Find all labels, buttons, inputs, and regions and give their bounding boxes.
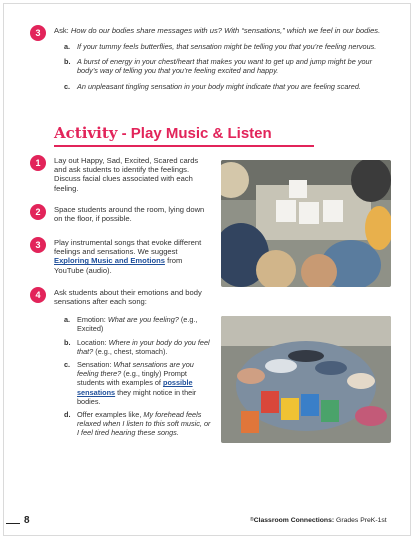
photo-students-lying-image	[221, 316, 391, 443]
registered-mark: ®	[250, 517, 254, 523]
intro-lead: Ask:	[54, 26, 71, 35]
item-question: Where in your body do you feel that?	[77, 338, 210, 357]
list-item	[64, 57, 392, 77]
step-text	[54, 238, 212, 275]
section-intro	[54, 26, 394, 35]
activity-title-word: Activity	[54, 124, 118, 142]
list-item	[64, 338, 212, 358]
list-item	[64, 360, 212, 404]
photo-students-with-cards-image	[221, 160, 391, 287]
footer-grades: Grades PreK-1st	[334, 517, 387, 524]
item-text: An unpleasant tingling sensation in your body might indicate that you are feeling scared.	[77, 82, 361, 91]
item-letter: a.	[64, 42, 71, 51]
item-letter: c.	[64, 360, 71, 369]
step-number-badge: 2	[30, 204, 46, 220]
step-text-part: from YouTube (audio).	[54, 256, 183, 275]
photo-students-lying	[221, 316, 391, 443]
item-letter: d.	[64, 410, 71, 419]
item-text: A burst of energy in your chest/heart that makes you want to get up and jump might be your body’s way of telling you that you’re feeling excited and happy.	[77, 57, 373, 76]
item-label: Emotion:	[77, 315, 108, 324]
exploring-music-link[interactable]: Exploring Music and Emotions	[54, 256, 165, 266]
item-text: If your tummy feels butterflies, that sensation might be telling you that you’re feeling nervous.	[77, 42, 377, 51]
item-question: What are you feeling?	[107, 315, 179, 324]
item-label: Offer examples like,	[77, 410, 144, 419]
item-letter: b.	[64, 57, 71, 66]
step-text: Lay out Happy, Sad, Excited, Scared cards and ask students to identify the feelings. Discuss facial clues associated with each feeling.	[54, 156, 199, 193]
item-label: Sensation:	[77, 360, 114, 369]
possible-sensations-link[interactable]: possible sensations	[77, 378, 193, 397]
footer-brand-name: Classroom Connections:	[253, 517, 335, 524]
step-text: Space students around the room, lying down on the floor, if possible.	[54, 205, 205, 224]
footer-brand	[250, 517, 387, 524]
intro-question: How do our bodies share messages with us? With “sensations,” which we feel in our bodies.	[70, 26, 381, 35]
page-number: 8	[24, 515, 30, 526]
step-number-badge: 3	[30, 237, 46, 253]
step-text-part: Play instrumental songs that evoke different feelings and sensations. We suggest	[54, 238, 202, 257]
item-question: What sensations are you feeling there?	[77, 360, 194, 379]
item-letter: a.	[64, 315, 71, 324]
item-after: (e.g., Excited)	[77, 315, 198, 334]
activity-title-rest: - Play Music & Listen	[117, 125, 272, 142]
step-text: Ask students about their emotions and body sensations after each song:	[54, 288, 202, 307]
list-item	[64, 315, 212, 335]
step-number-badge: 3	[30, 25, 46, 41]
photo-students-with-cards	[221, 160, 391, 287]
step-number-badge: 4	[30, 287, 46, 303]
activity-title	[54, 125, 272, 142]
item-label: Location:	[77, 338, 109, 347]
list-item	[64, 410, 212, 446]
item-after: (e.g., chest, stomach).	[93, 347, 168, 357]
list-item	[64, 42, 392, 52]
item-letter: c.	[64, 82, 71, 91]
item-after: they might notice in their bodies.	[77, 387, 197, 406]
item-after: (e.g., tingly) Prompt students with examples of	[77, 369, 187, 388]
item-question: My forehead feels relaxed when I listen to this soft music, or I feel tired hearing these songs.	[77, 410, 211, 438]
step-number-badge: 1	[30, 155, 46, 171]
item-letter: b.	[64, 338, 71, 347]
list-item	[64, 82, 392, 92]
title-underline	[54, 145, 314, 147]
footer-rule	[6, 523, 20, 524]
